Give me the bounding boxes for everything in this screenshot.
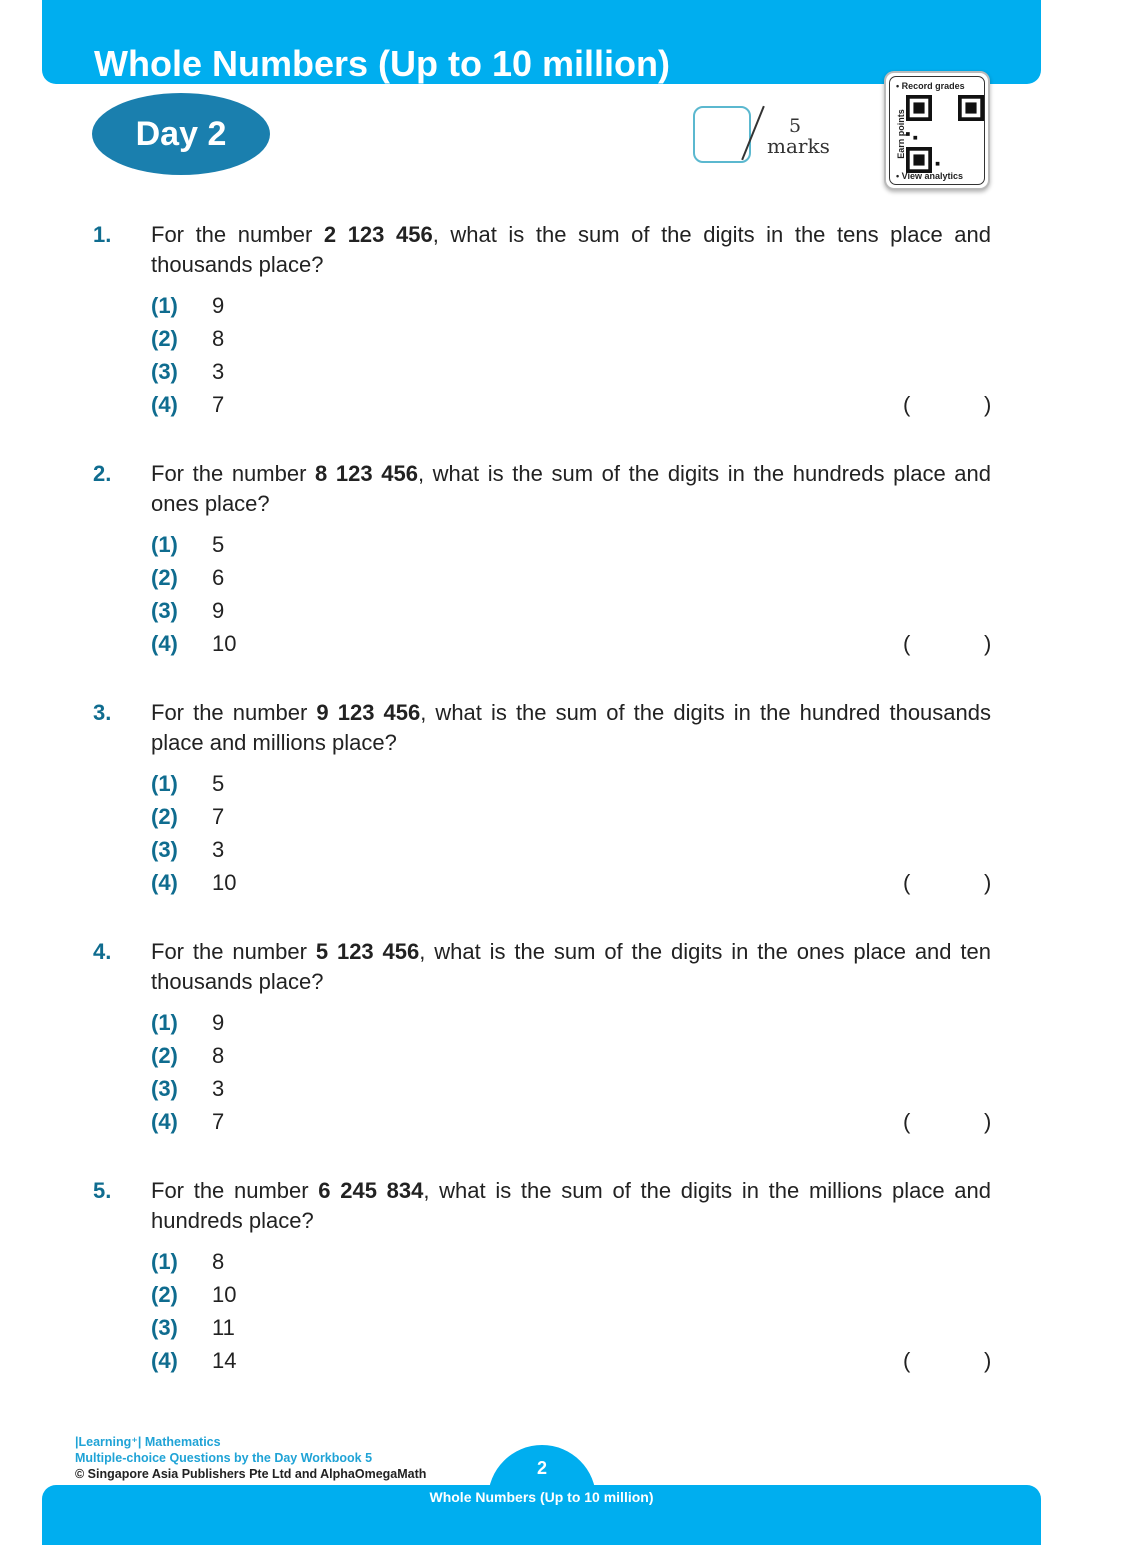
- answer-bracket-open: (: [903, 1109, 911, 1134]
- footer-book-title: Multiple-choice Questions by the Day Workbook 5: [75, 1451, 373, 1465]
- option-4[interactable]: [151, 868, 236, 901]
- option-1[interactable]: [151, 769, 224, 802]
- qr-code-card[interactable]: [884, 71, 990, 190]
- question-text-start: For the number: [151, 461, 316, 486]
- answer-bracket-close: ): [984, 631, 992, 656]
- option-label: (3): [151, 1076, 178, 1101]
- option-value: 8: [212, 326, 225, 351]
- option-value: 3: [212, 1076, 225, 1101]
- question-text-start: For the number: [151, 939, 316, 964]
- option-label: (1): [151, 532, 178, 557]
- option-label: (3): [151, 837, 178, 862]
- option-value: 9: [212, 293, 225, 318]
- qr-top-text: • Record grades: [896, 81, 965, 91]
- option-label: (1): [151, 293, 178, 318]
- option-4[interactable]: [151, 629, 236, 662]
- option-value: 6: [212, 565, 225, 590]
- answer-bracket-open: (: [903, 631, 911, 656]
- question-2: [0, 459, 1123, 698]
- qr-bottom-text: • View analytics: [896, 171, 964, 181]
- answer-bracket-open: (: [903, 392, 911, 417]
- answer-bracket-close: ): [984, 1348, 992, 1373]
- option-label: (1): [151, 1010, 178, 1035]
- option-2[interactable]: [151, 324, 224, 357]
- question-text: [151, 459, 991, 519]
- answer-field[interactable]: [915, 390, 983, 420]
- option-label: (2): [151, 1043, 178, 1068]
- option-2[interactable]: [151, 1041, 224, 1074]
- option-2[interactable]: [151, 802, 224, 835]
- option-3[interactable]: [151, 1074, 224, 1107]
- option-1[interactable]: [151, 1008, 224, 1041]
- page-title: Whole Numbers (Up to 10 million): [94, 43, 671, 84]
- question-number-value: 9 123 456: [316, 700, 421, 725]
- option-4[interactable]: [151, 1346, 236, 1379]
- question-text-start: For the number: [151, 222, 324, 247]
- answer-bracket-open: (: [903, 1348, 911, 1373]
- answer-field[interactable]: [915, 1346, 983, 1376]
- option-2[interactable]: [151, 1280, 236, 1313]
- question-4: [0, 937, 1123, 1176]
- question-number-value: 6 245 834: [318, 1178, 424, 1203]
- question-text: [151, 220, 991, 280]
- option-value: 10: [212, 631, 237, 656]
- option-label: (1): [151, 771, 178, 796]
- option-3[interactable]: [151, 835, 224, 868]
- question-number: 5.: [93, 1178, 112, 1203]
- qr-code-icon: [906, 95, 984, 173]
- question-text-end: , what is the sum of the digits in the hundred thousands place and millions place?: [151, 700, 991, 755]
- question-text: [151, 1176, 991, 1236]
- option-value: 9: [212, 1010, 225, 1035]
- question-number-value: 8 123 456: [315, 461, 418, 486]
- option-value: 8: [212, 1249, 225, 1274]
- answer-bracket-close: ): [984, 870, 992, 895]
- option-value: 10: [212, 870, 237, 895]
- answer-field[interactable]: [915, 1107, 983, 1137]
- option-value: 10: [212, 1282, 237, 1307]
- qr-side-text: Earn points: [895, 109, 906, 159]
- option-value: 5: [212, 771, 225, 796]
- question-number: 4.: [93, 939, 112, 964]
- option-label: (4): [151, 1348, 178, 1373]
- option-3[interactable]: [151, 357, 224, 390]
- option-value: 11: [212, 1315, 235, 1340]
- question-text: [151, 937, 991, 997]
- option-1[interactable]: [151, 530, 224, 563]
- question-1: [0, 220, 1123, 459]
- option-1[interactable]: [151, 1247, 224, 1280]
- option-label: (4): [151, 631, 178, 656]
- footer-copyright: © Singapore Asia Publishers Pte Ltd and AlphaOmegaMath: [75, 1467, 427, 1481]
- option-4[interactable]: [151, 390, 224, 423]
- option-label: (2): [151, 565, 178, 590]
- option-label: (4): [151, 1109, 178, 1134]
- option-2[interactable]: [151, 563, 224, 596]
- question-text-start: For the number: [151, 700, 317, 725]
- question-text-start: For the number: [151, 1178, 319, 1203]
- question-text-end: , what is the sum of the digits in the ones place and ten thousands place?: [151, 939, 991, 994]
- answer-field[interactable]: [915, 629, 983, 659]
- question-5: [0, 1176, 1123, 1415]
- question-number: 1.: [93, 222, 112, 247]
- option-3[interactable]: [151, 596, 224, 629]
- option-value: 5: [212, 532, 225, 557]
- option-value: 14: [212, 1348, 237, 1373]
- option-label: (4): [151, 392, 178, 417]
- option-value: 8: [212, 1043, 225, 1068]
- total-marks: 5: [789, 115, 802, 137]
- question-text-end: , what is the sum of the digits in the hundreds place and ones place?: [151, 461, 992, 516]
- question-number: 2.: [93, 461, 112, 486]
- option-value: 7: [212, 1109, 225, 1134]
- option-value: 9: [212, 598, 225, 623]
- option-value: 7: [212, 804, 225, 829]
- answer-bracket-close: ): [984, 392, 992, 417]
- option-label: (3): [151, 1315, 178, 1340]
- option-label: (1): [151, 1249, 178, 1274]
- answer-bracket-close: ): [984, 1109, 992, 1134]
- footer-series: |Learning⁺| Mathematics: [75, 1435, 221, 1449]
- option-label: (3): [151, 359, 178, 384]
- question-text: [151, 698, 991, 758]
- question-3: [0, 698, 1123, 937]
- option-label: (4): [151, 870, 178, 895]
- page-number: 2: [536, 1458, 547, 1478]
- marks-label: marks: [767, 134, 830, 158]
- answer-field[interactable]: [915, 868, 983, 898]
- option-label: (3): [151, 598, 178, 623]
- option-value: 7: [212, 392, 225, 417]
- question-number: 3.: [93, 700, 112, 725]
- option-value: 3: [212, 837, 225, 862]
- answer-bracket-open: (: [903, 870, 911, 895]
- option-4[interactable]: [151, 1107, 224, 1140]
- option-1[interactable]: [151, 291, 224, 324]
- footer-chapter-title: Whole Numbers (Up to 10 million): [429, 1489, 654, 1505]
- option-label: (2): [151, 1282, 178, 1307]
- option-3[interactable]: [151, 1313, 235, 1346]
- option-label: (2): [151, 326, 178, 351]
- option-label: (2): [151, 804, 178, 829]
- question-number-value: 5 123 456: [315, 939, 420, 964]
- question-text-end: , what is the sum of the digits in the millions place and hundreds place?: [151, 1178, 992, 1233]
- day-badge: Day 2: [92, 93, 270, 175]
- option-value: 3: [212, 359, 225, 384]
- question-number-value: 2 123 456: [323, 222, 433, 247]
- question-text-end: , what is the sum of the digits in the tens place and thousands place?: [151, 222, 992, 277]
